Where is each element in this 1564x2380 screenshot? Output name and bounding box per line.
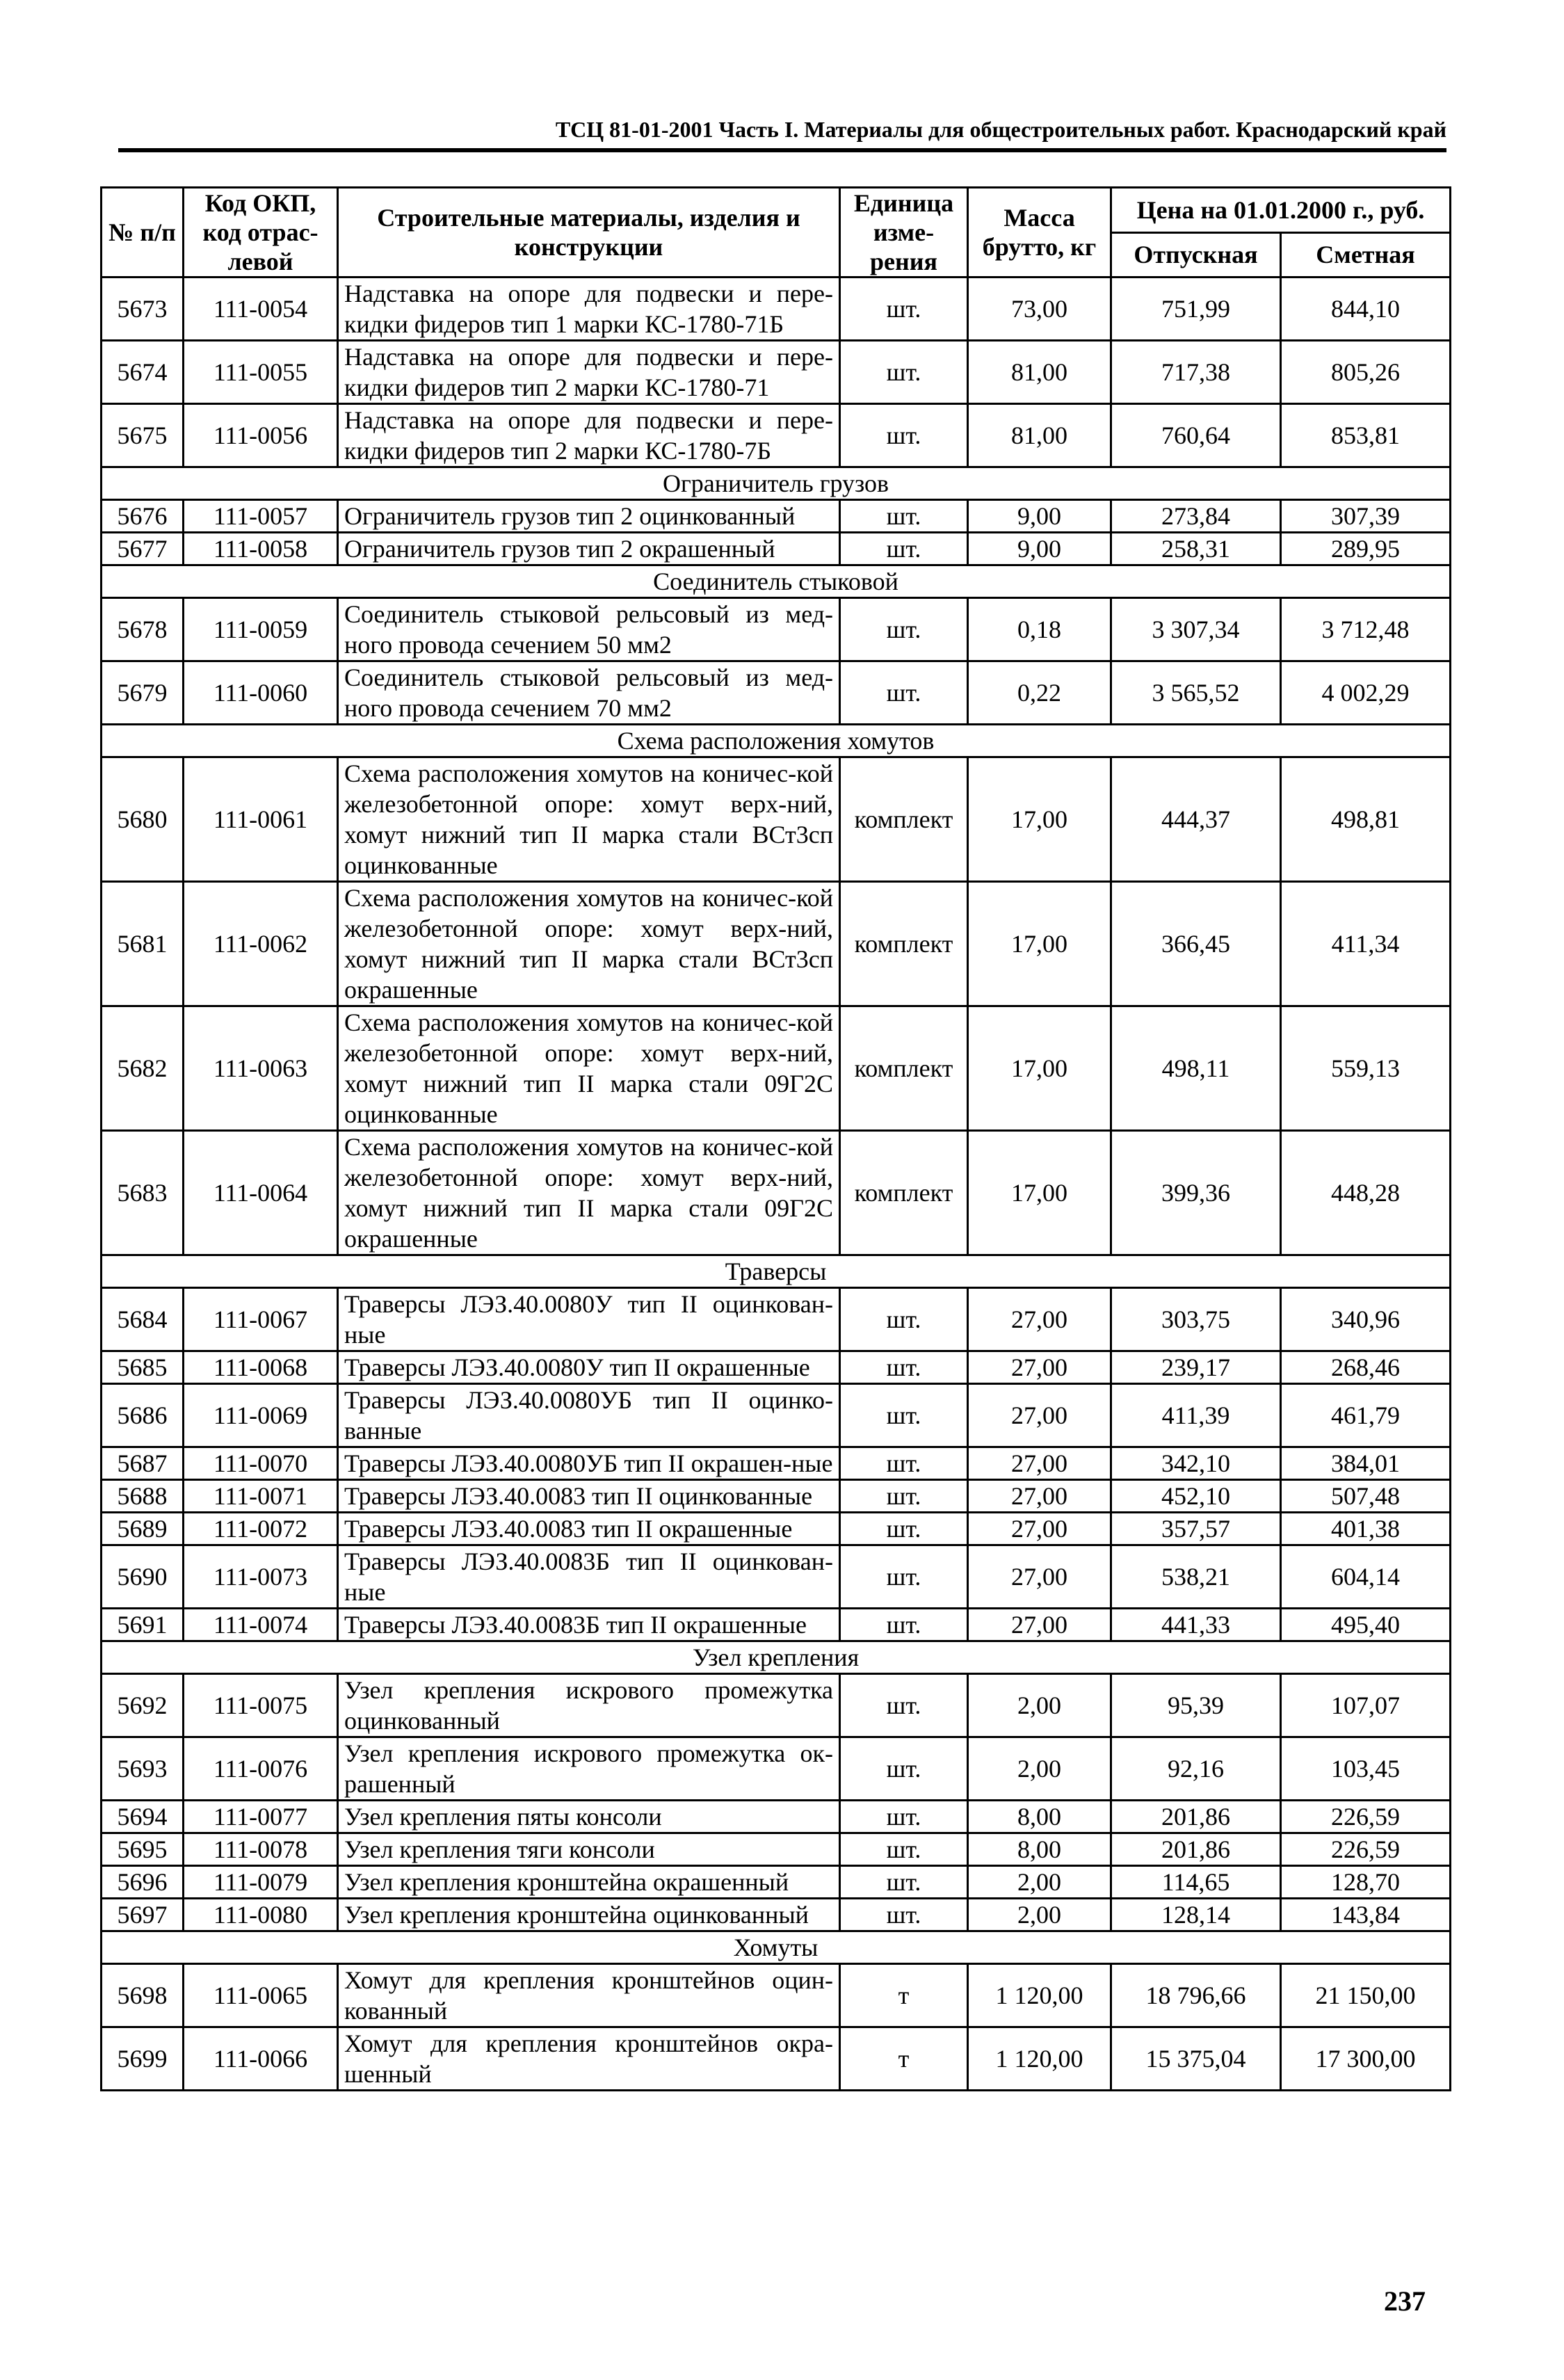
row-number: 5695 (102, 1833, 184, 1866)
row-description: Надставка на опоре для подвески и пере-кидки фидеров тип 1 марки КС-1780-71Б (338, 278, 840, 341)
table-row (102, 1288, 1451, 1351)
row-number: 5681 (102, 882, 184, 1006)
row-estimate-price: 411,34 (1281, 882, 1451, 1006)
row-unit: шт. (840, 1833, 968, 1866)
row-release-price: 411,39 (1111, 1384, 1281, 1447)
row-description: Схема расположения хомутов на коничес-кой железобетонной опоре: хомут верх-ний, хомут нижний тип II марка стали ВСт3сп оцинкованные (338, 757, 840, 882)
row-release-price: 239,17 (1111, 1351, 1281, 1384)
row-unit: шт. (840, 1545, 968, 1609)
header-price-group: Цена на 01.01.2000 г., руб. (1111, 188, 1451, 233)
row-unit: т (840, 1964, 968, 2027)
row-unit: комплект (840, 1131, 968, 1255)
row-mass: 27,00 (968, 1351, 1111, 1384)
row-release-price: 201,86 (1111, 1833, 1281, 1866)
table-row (102, 1899, 1451, 1931)
row-code: 111-0062 (184, 882, 338, 1006)
row-description: Узел крепления искрового промежутка оцинкованный (338, 1674, 840, 1737)
table-row (102, 404, 1451, 467)
row-description: Узел крепления тяги консоли (338, 1833, 840, 1866)
row-unit: шт. (840, 1480, 968, 1513)
running-header: ТСЦ 81-01-2001 Часть I. Материалы для общестроительных работ. Краснодарский край (118, 117, 1446, 152)
row-mass: 17,00 (968, 1131, 1111, 1255)
row-description: Траверсы ЛЭЗ.40.0080У тип II оцинкован-ные (338, 1288, 840, 1351)
row-description: Соединитель стыковой рельсовый из мед-ного провода сечением 50 мм2 (338, 598, 840, 661)
row-number: 5674 (102, 341, 184, 404)
row-unit: шт. (840, 598, 968, 661)
row-code: 111-0065 (184, 1964, 338, 2027)
row-unit: шт. (840, 661, 968, 725)
row-mass: 9,00 (968, 533, 1111, 565)
section-title: Траверсы (102, 1255, 1451, 1288)
row-mass: 8,00 (968, 1833, 1111, 1866)
row-estimate-price: 226,59 (1281, 1833, 1451, 1866)
row-release-price: 92,16 (1111, 1737, 1281, 1801)
row-unit: шт. (840, 500, 968, 533)
row-description: Траверсы ЛЭЗ.40.0083Б тип II окрашенные (338, 1609, 840, 1641)
section-heading (102, 725, 1451, 757)
row-code: 111-0064 (184, 1131, 338, 1255)
row-release-price: 751,99 (1111, 278, 1281, 341)
table-row (102, 533, 1451, 565)
row-mass: 0,18 (968, 598, 1111, 661)
row-unit: шт. (840, 1801, 968, 1833)
table-row (102, 882, 1451, 1006)
row-code: 111-0070 (184, 1447, 338, 1480)
row-estimate-price: 103,45 (1281, 1737, 1451, 1801)
row-release-price: 273,84 (1111, 500, 1281, 533)
header-mass: Масса брутто, кг (968, 188, 1111, 278)
row-description: Траверсы ЛЭЗ.40.0080УБ тип II оцинко-ванные (338, 1384, 840, 1447)
row-mass: 27,00 (968, 1609, 1111, 1641)
row-mass: 17,00 (968, 1006, 1111, 1131)
row-unit: шт. (840, 1674, 968, 1737)
row-unit: т (840, 2027, 968, 2091)
row-release-price: 760,64 (1111, 404, 1281, 467)
row-description: Надставка на опоре для подвески и пере-кидки фидеров тип 2 марки КС-1780-7Б (338, 404, 840, 467)
row-estimate-price: 604,14 (1281, 1545, 1451, 1609)
row-mass: 27,00 (968, 1384, 1111, 1447)
table-row (102, 1447, 1451, 1480)
row-mass: 1 120,00 (968, 1964, 1111, 2027)
row-code: 111-0068 (184, 1351, 338, 1384)
row-release-price: 366,45 (1111, 882, 1281, 1006)
row-mass: 2,00 (968, 1674, 1111, 1737)
row-mass: 17,00 (968, 882, 1111, 1006)
row-release-price: 717,38 (1111, 341, 1281, 404)
row-description: Схема расположения хомутов на коничес-кой железобетонной опоре: хомут верх-ний, хомут нижний тип II марка стали ВСт3сп окрашенные (338, 882, 840, 1006)
row-description: Траверсы ЛЭЗ.40.0083 тип II оцинкованные (338, 1480, 840, 1513)
row-code: 111-0056 (184, 404, 338, 467)
row-mass: 27,00 (968, 1480, 1111, 1513)
table-row (102, 1513, 1451, 1545)
row-number: 5676 (102, 500, 184, 533)
table-row (102, 1737, 1451, 1801)
section-title: Хомуты (102, 1931, 1451, 1964)
row-estimate-price: 340,96 (1281, 1288, 1451, 1351)
row-mass: 27,00 (968, 1545, 1111, 1609)
row-estimate-price: 498,81 (1281, 757, 1451, 882)
row-release-price: 441,33 (1111, 1609, 1281, 1641)
header-price-release: Отпускная (1111, 232, 1281, 278)
row-estimate-price: 107,07 (1281, 1674, 1451, 1737)
materials-price-table (100, 186, 1451, 2091)
row-code: 111-0057 (184, 500, 338, 533)
row-code: 111-0071 (184, 1480, 338, 1513)
table-row (102, 1384, 1451, 1447)
row-code: 111-0073 (184, 1545, 338, 1609)
table-row (102, 341, 1451, 404)
row-description: Хомут для крепления кронштейнов окра-шенный (338, 2027, 840, 2091)
row-release-price: 3 307,34 (1111, 598, 1281, 661)
row-unit: шт. (840, 404, 968, 467)
row-number: 5677 (102, 533, 184, 565)
row-code: 111-0080 (184, 1899, 338, 1931)
row-unit: шт. (840, 1384, 968, 1447)
row-release-price: 95,39 (1111, 1674, 1281, 1737)
table-body (102, 278, 1451, 2091)
row-description: Узел крепления кронштейна оцинкованный (338, 1899, 840, 1931)
table-row (102, 500, 1451, 533)
table-row (102, 1609, 1451, 1641)
row-release-price: 258,31 (1111, 533, 1281, 565)
row-unit: шт. (840, 1288, 968, 1351)
row-mass: 81,00 (968, 404, 1111, 467)
row-estimate-price: 384,01 (1281, 1447, 1451, 1480)
row-estimate-price: 853,81 (1281, 404, 1451, 467)
header-desc: Строительные материалы, изделия и конструкции (338, 188, 840, 278)
row-estimate-price: 21 150,00 (1281, 1964, 1451, 2027)
row-number: 5680 (102, 757, 184, 882)
row-release-price: 201,86 (1111, 1801, 1281, 1833)
row-estimate-price: 3 712,48 (1281, 598, 1451, 661)
row-unit: комплект (840, 1006, 968, 1131)
row-estimate-price: 307,39 (1281, 500, 1451, 533)
row-number: 5685 (102, 1351, 184, 1384)
row-mass: 2,00 (968, 1866, 1111, 1899)
row-release-price: 498,11 (1111, 1006, 1281, 1131)
row-code: 111-0055 (184, 341, 338, 404)
row-mass: 2,00 (968, 1737, 1111, 1801)
row-release-price: 342,10 (1111, 1447, 1281, 1480)
row-estimate-price: 268,46 (1281, 1351, 1451, 1384)
row-estimate-price: 559,13 (1281, 1006, 1451, 1131)
row-release-price: 128,14 (1111, 1899, 1281, 1931)
row-code: 111-0078 (184, 1833, 338, 1866)
row-code: 111-0061 (184, 757, 338, 882)
section-title: Узел крепления (102, 1641, 1451, 1674)
row-number: 5678 (102, 598, 184, 661)
row-release-price: 15 375,04 (1111, 2027, 1281, 2091)
section-title: Соединитель стыковой (102, 565, 1451, 598)
row-release-price: 452,10 (1111, 1480, 1281, 1513)
row-description: Схема расположения хомутов на коничес-кой железобетонной опоре: хомут верх-ний, хомут нижний тип II марка стали 09Г2С оцинкованные (338, 1006, 840, 1131)
row-description: Схема расположения хомутов на коничес-кой железобетонной опоре: хомут верх-ний, хомут нижний тип II марка стали 09Г2С окрашенные (338, 1131, 840, 1255)
section-title: Схема расположения хомутов (102, 725, 1451, 757)
row-unit: шт. (840, 533, 968, 565)
row-mass: 27,00 (968, 1288, 1111, 1351)
row-number: 5691 (102, 1609, 184, 1641)
row-mass: 27,00 (968, 1447, 1111, 1480)
row-estimate-price: 507,48 (1281, 1480, 1451, 1513)
table-row (102, 1674, 1451, 1737)
row-number: 5692 (102, 1674, 184, 1737)
row-code: 111-0058 (184, 533, 338, 565)
row-description: Узел крепления искрового промежутка ок-рашенный (338, 1737, 840, 1801)
row-mass: 17,00 (968, 757, 1111, 882)
table-row (102, 1964, 1451, 2027)
table-header (102, 188, 1451, 278)
row-code: 111-0059 (184, 598, 338, 661)
table-row (102, 1351, 1451, 1384)
row-number: 5689 (102, 1513, 184, 1545)
row-code: 111-0075 (184, 1674, 338, 1737)
row-code: 111-0067 (184, 1288, 338, 1351)
row-mass: 9,00 (968, 500, 1111, 533)
row-unit: шт. (840, 341, 968, 404)
row-release-price: 444,37 (1111, 757, 1281, 882)
row-estimate-price: 17 300,00 (1281, 2027, 1451, 2091)
row-code: 111-0072 (184, 1513, 338, 1545)
row-code: 111-0074 (184, 1609, 338, 1641)
row-estimate-price: 448,28 (1281, 1131, 1451, 1255)
row-number: 5693 (102, 1737, 184, 1801)
row-unit: комплект (840, 757, 968, 882)
row-number: 5673 (102, 278, 184, 341)
row-unit: шт. (840, 278, 968, 341)
row-description: Надставка на опоре для подвески и пере-кидки фидеров тип 2 марки КС-1780-71 (338, 341, 840, 404)
section-heading (102, 565, 1451, 598)
row-code: 111-0063 (184, 1006, 338, 1131)
table-row (102, 2027, 1451, 2091)
row-estimate-price: 128,70 (1281, 1866, 1451, 1899)
row-number: 5682 (102, 1006, 184, 1131)
table-row (102, 1006, 1451, 1131)
row-number: 5698 (102, 1964, 184, 2027)
row-number: 5699 (102, 2027, 184, 2091)
table-row (102, 1480, 1451, 1513)
section-title: Ограничитель грузов (102, 467, 1451, 500)
header-num: № п/п (102, 188, 184, 278)
row-mass: 2,00 (968, 1899, 1111, 1931)
row-number: 5694 (102, 1801, 184, 1833)
row-code: 111-0069 (184, 1384, 338, 1447)
row-number: 5696 (102, 1866, 184, 1899)
row-release-price: 3 565,52 (1111, 661, 1281, 725)
header-code: Код ОКП, код отрас-левой (184, 188, 338, 278)
table-row (102, 278, 1451, 341)
row-estimate-price: 143,84 (1281, 1899, 1451, 1931)
row-code: 111-0079 (184, 1866, 338, 1899)
row-number: 5690 (102, 1545, 184, 1609)
table-row (102, 757, 1451, 882)
row-code: 111-0077 (184, 1801, 338, 1833)
row-mass: 8,00 (968, 1801, 1111, 1833)
section-heading (102, 467, 1451, 500)
row-code: 111-0066 (184, 2027, 338, 2091)
row-mass: 1 120,00 (968, 2027, 1111, 2091)
row-unit: шт. (840, 1609, 968, 1641)
row-number: 5686 (102, 1384, 184, 1447)
row-release-price: 18 796,66 (1111, 1964, 1281, 2027)
row-estimate-price: 4 002,29 (1281, 661, 1451, 725)
row-mass: 81,00 (968, 341, 1111, 404)
row-unit: шт. (840, 1737, 968, 1801)
row-release-price: 357,57 (1111, 1513, 1281, 1545)
row-release-price: 538,21 (1111, 1545, 1281, 1609)
table-row (102, 598, 1451, 661)
row-estimate-price: 401,38 (1281, 1513, 1451, 1545)
table-row (102, 1833, 1451, 1866)
row-number: 5687 (102, 1447, 184, 1480)
row-estimate-price: 495,40 (1281, 1609, 1451, 1641)
row-unit: шт. (840, 1447, 968, 1480)
row-unit: комплект (840, 882, 968, 1006)
row-number: 5688 (102, 1480, 184, 1513)
table-row (102, 1866, 1451, 1899)
row-description: Траверсы ЛЭЗ.40.0080У тип II окрашенные (338, 1351, 840, 1384)
row-description: Траверсы ЛЭЗ.40.0083Б тип II оцинкован-ные (338, 1545, 840, 1609)
header-unit: Единица изме-рения (840, 188, 968, 278)
row-mass: 27,00 (968, 1513, 1111, 1545)
row-code: 111-0054 (184, 278, 338, 341)
row-number: 5683 (102, 1131, 184, 1255)
row-description: Узел крепления кронштейна окрашенный (338, 1866, 840, 1899)
row-description: Траверсы ЛЭЗ.40.0080УБ тип II окрашен-ные (338, 1447, 840, 1480)
table-row (102, 1801, 1451, 1833)
row-mass: 0,22 (968, 661, 1111, 725)
section-heading (102, 1255, 1451, 1288)
row-number: 5679 (102, 661, 184, 725)
table-row (102, 661, 1451, 725)
row-unit: шт. (840, 1866, 968, 1899)
section-heading (102, 1931, 1451, 1964)
row-estimate-price: 805,26 (1281, 341, 1451, 404)
row-number: 5684 (102, 1288, 184, 1351)
row-mass: 73,00 (968, 278, 1111, 341)
row-description: Узел крепления пяты консоли (338, 1801, 840, 1833)
row-estimate-price: 461,79 (1281, 1384, 1451, 1447)
row-estimate-price: 226,59 (1281, 1801, 1451, 1833)
row-number: 5675 (102, 404, 184, 467)
row-estimate-price: 289,95 (1281, 533, 1451, 565)
section-heading (102, 1641, 1451, 1674)
table-row (102, 1131, 1451, 1255)
row-code: 111-0076 (184, 1737, 338, 1801)
row-estimate-price: 844,10 (1281, 278, 1451, 341)
row-code: 111-0060 (184, 661, 338, 725)
row-description: Хомут для крепления кронштейнов оцин-кованный (338, 1964, 840, 2027)
row-number: 5697 (102, 1899, 184, 1931)
row-description: Ограничитель грузов тип 2 оцинкованный (338, 500, 840, 533)
row-release-price: 114,65 (1111, 1866, 1281, 1899)
row-description: Траверсы ЛЭЗ.40.0083 тип II окрашенные (338, 1513, 840, 1545)
page-number: 237 (1384, 2285, 1426, 2317)
row-release-price: 399,36 (1111, 1131, 1281, 1255)
row-unit: шт. (840, 1899, 968, 1931)
table-row (102, 1545, 1451, 1609)
row-description: Ограничитель грузов тип 2 окрашенный (338, 533, 840, 565)
row-unit: шт. (840, 1351, 968, 1384)
row-release-price: 303,75 (1111, 1288, 1281, 1351)
row-description: Соединитель стыковой рельсовый из мед-ного провода сечением 70 мм2 (338, 661, 840, 725)
row-unit: шт. (840, 1513, 968, 1545)
header-price-estimate: Сметная (1281, 232, 1451, 278)
